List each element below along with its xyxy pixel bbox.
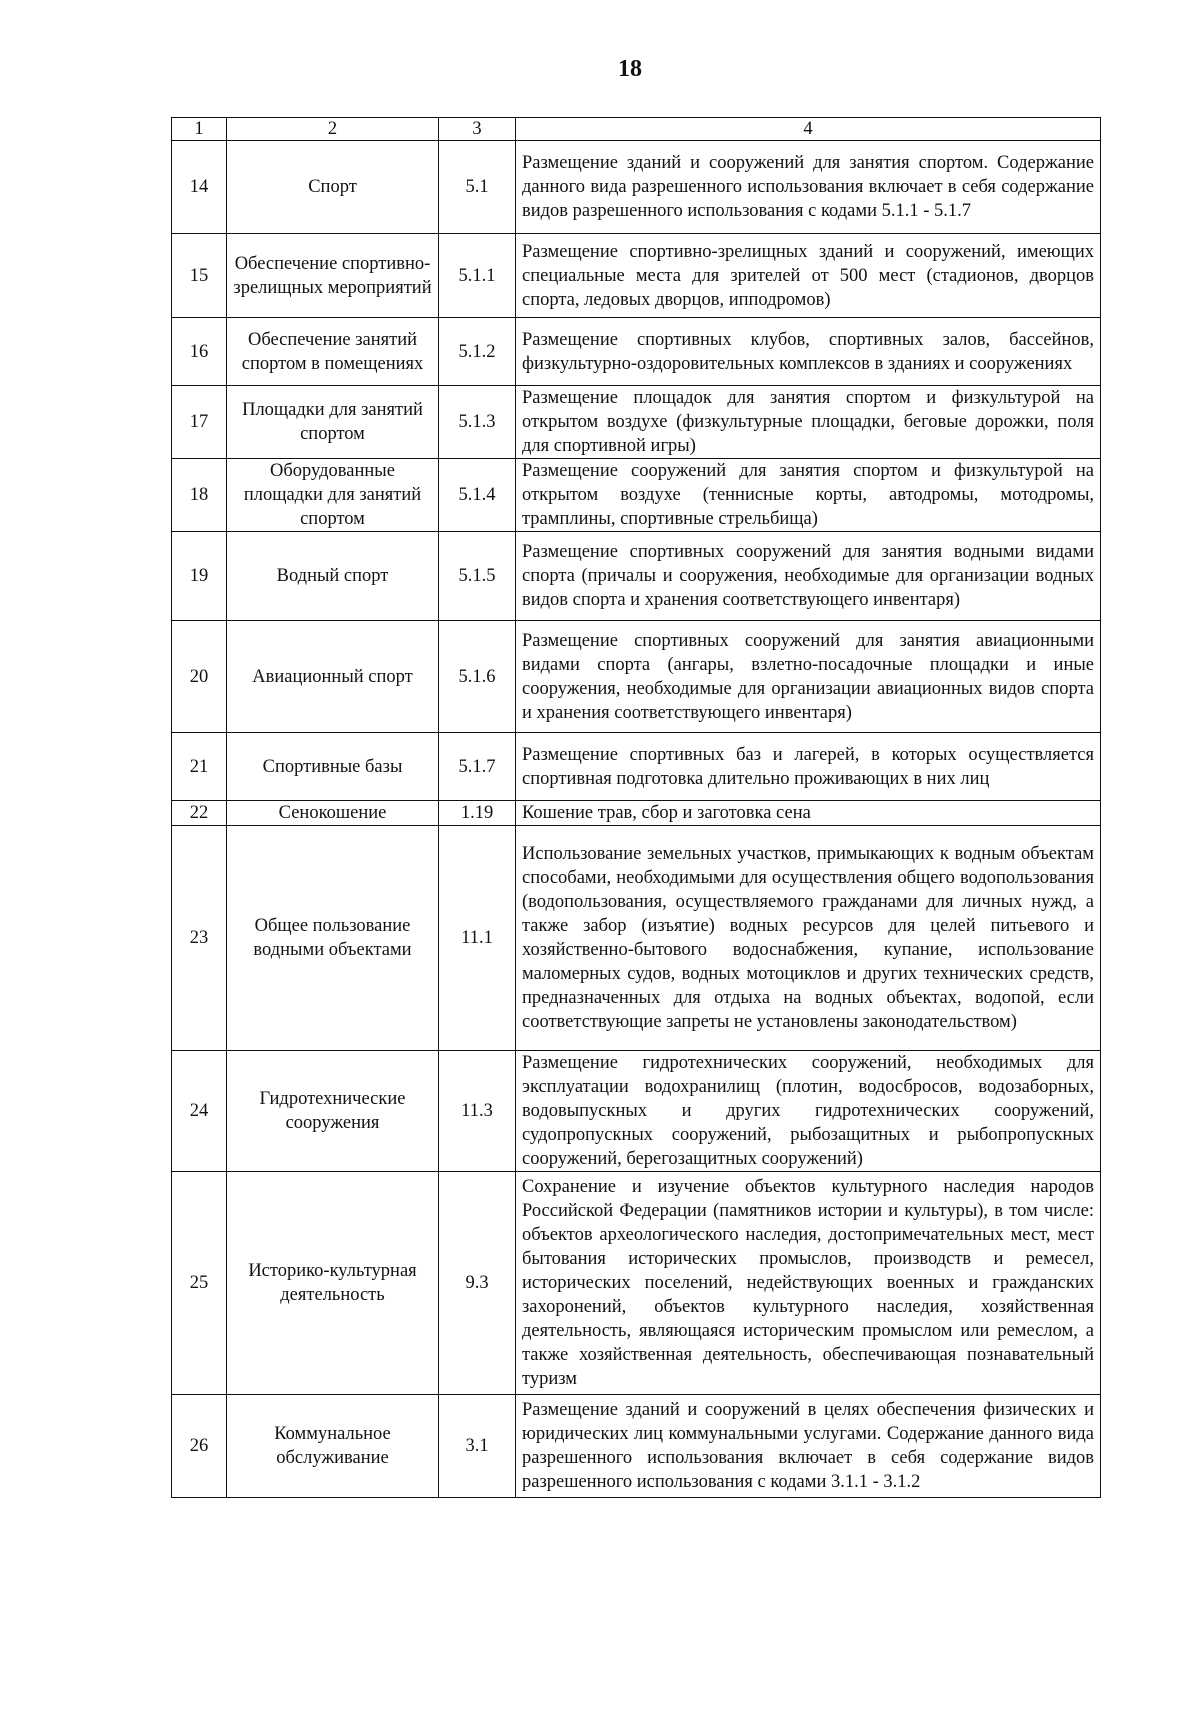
row-use-code: 5.1.6	[439, 621, 516, 733]
page-number: 18	[618, 56, 642, 82]
row-use-name: Спорт	[227, 141, 439, 234]
header-col-4: 4	[516, 118, 1101, 141]
row-number: 20	[172, 621, 227, 733]
row-number: 25	[172, 1172, 227, 1395]
row-description: Размещение спортивных сооружений для занятия авиационными видами спорта (ангары, взлетно-посадочные площадки и иные сооружения, необходимые для организации авиационных видов спорта и хранения соответствующего инвентаря)	[516, 621, 1101, 733]
row-number: 23	[172, 826, 227, 1051]
row-description: Размещение зданий и сооружений для занятия спортом. Содержание данного вида разрешенного использования включает в себя содержание видов разрешенного использования с кодами 5.1.1 - 5.1.7	[516, 141, 1101, 234]
row-use-name: Обеспечение занятий спортом в помещениях	[227, 318, 439, 386]
row-number: 21	[172, 733, 227, 801]
row-description: Размещение гидротехнических сооружений, необходимых для эксплуатации водохранилищ (плотин, водосбросов, водозаборных, водовыпускных и других гидротехнических сооружений, судопропускных сооружений, рыбозащитных и рыбопропускных сооружений, берегозащитных сооружений)	[516, 1051, 1101, 1172]
table-row	[172, 733, 1101, 801]
land-use-table	[171, 117, 1101, 1498]
row-description: Использование земельных участков, примыкающих к водным объектам способами, необходимыми для осуществления общего водопользования (водопользования, осуществляемого гражданами для личных нужд, а также забор (изъятие) водных ресурсов для целей питьевого и хозяйственно-бытового водоснабжения, купание, использование маломерных судов, водных мотоциклов и других технических средств, предназначенных для отдыха на водных объектах, водопой, если соответствующие запреты не установлены законодательством)	[516, 826, 1101, 1051]
table-row	[172, 234, 1101, 318]
row-use-code: 3.1	[439, 1395, 516, 1498]
row-use-name: Площадки для занятий спортом	[227, 386, 439, 459]
row-number: 14	[172, 141, 227, 234]
table-row	[172, 532, 1101, 621]
row-use-name: Спортивные базы	[227, 733, 439, 801]
row-use-code: 5.1.5	[439, 532, 516, 621]
row-number: 18	[172, 459, 227, 532]
table-row	[172, 826, 1101, 1051]
row-number: 17	[172, 386, 227, 459]
table-row	[172, 1172, 1101, 1395]
row-description: Размещение спортивных баз и лагерей, в которых осуществляется спортивная подготовка длительно проживающих в них лиц	[516, 733, 1101, 801]
row-description: Размещение сооружений для занятия спортом и физкультурой на открытом воздухе (теннисные корты, автодромы, мотодромы, трамплины, спортивные стрельбища)	[516, 459, 1101, 532]
table-row	[172, 1395, 1101, 1498]
row-use-code: 11.3	[439, 1051, 516, 1172]
row-description: Размещение площадок для занятия спортом и физкультурой на открытом воздухе (физкультурные площадки, беговые дорожки, поля для спортивной игры)	[516, 386, 1101, 459]
table-row	[172, 141, 1101, 234]
row-use-name: Историко-культурная деятельность	[227, 1172, 439, 1395]
row-use-code: 9.3	[439, 1172, 516, 1395]
row-use-name: Гидротехнические сооружения	[227, 1051, 439, 1172]
row-use-name: Общее пользование водными объектами	[227, 826, 439, 1051]
header-col-1: 1	[172, 118, 227, 141]
row-use-name: Оборудованные площадки для занятий спортом	[227, 459, 439, 532]
row-use-name: Водный спорт	[227, 532, 439, 621]
table-row	[172, 801, 1101, 826]
row-use-code: 5.1.4	[439, 459, 516, 532]
row-use-code: 5.1.7	[439, 733, 516, 801]
row-use-name: Авиационный спорт	[227, 621, 439, 733]
row-number: 15	[172, 234, 227, 318]
row-description: Кошение трав, сбор и заготовка сена	[516, 801, 1101, 826]
row-description: Размещение спортивных сооружений для занятия водными видами спорта (причалы и сооружения, необходимые для организации водных видов спорта и хранения соответствующего инвентаря)	[516, 532, 1101, 621]
row-use-name: Сенокошение	[227, 801, 439, 826]
row-use-name: Коммунальное обслуживание	[227, 1395, 439, 1498]
row-description: Размещение зданий и сооружений в целях обеспечения физических и юридических лиц коммунальными услугами. Содержание данного вида разрешенного использования включает в себя содержание видов разрешенного использования с кодами 3.1.1 - 3.1.2	[516, 1395, 1101, 1498]
row-use-code: 5.1.2	[439, 318, 516, 386]
row-number: 22	[172, 801, 227, 826]
row-number: 26	[172, 1395, 227, 1498]
row-use-code: 5.1	[439, 141, 516, 234]
row-use-code: 11.1	[439, 826, 516, 1051]
row-description: Размещение спортивно-зрелищных зданий и сооружений, имеющих специальные места для зрителей от 500 мест (стадионов, дворцов спорта, ледовых дворцов, ипподромов)	[516, 234, 1101, 318]
table-row	[172, 459, 1101, 532]
row-number: 24	[172, 1051, 227, 1172]
row-number: 19	[172, 532, 227, 621]
header-col-3: 3	[439, 118, 516, 141]
row-number: 16	[172, 318, 227, 386]
row-description: Сохранение и изучение объектов культурного наследия народов Российской Федерации (памятников истории и культуры), в том числе: объектов археологического наследия, достопримечательных мест, мест бытования исторических промыслов, производств и ремесел, исторических поселений, недействующих военных и гражданских захоронений, объектов культурного наследия, хозяйственная деятельность, являющаяся историческим промыслом или ремеслом, а также хозяйственная деятельность, обеспечивающая познавательный туризм	[516, 1172, 1101, 1395]
row-use-name: Обеспечение спортивно-зрелищных мероприятий	[227, 234, 439, 318]
row-description: Размещение спортивных клубов, спортивных залов, бассейнов, физкультурно-оздоровительных комплексов в зданиях и сооружениях	[516, 318, 1101, 386]
table-row	[172, 621, 1101, 733]
row-use-code: 5.1.3	[439, 386, 516, 459]
table-row	[172, 1051, 1101, 1172]
row-use-code: 5.1.1	[439, 234, 516, 318]
table-row	[172, 318, 1101, 386]
row-use-code: 1.19	[439, 801, 516, 826]
table-row	[172, 386, 1101, 459]
table-header-row	[172, 118, 1101, 141]
header-col-2: 2	[227, 118, 439, 141]
